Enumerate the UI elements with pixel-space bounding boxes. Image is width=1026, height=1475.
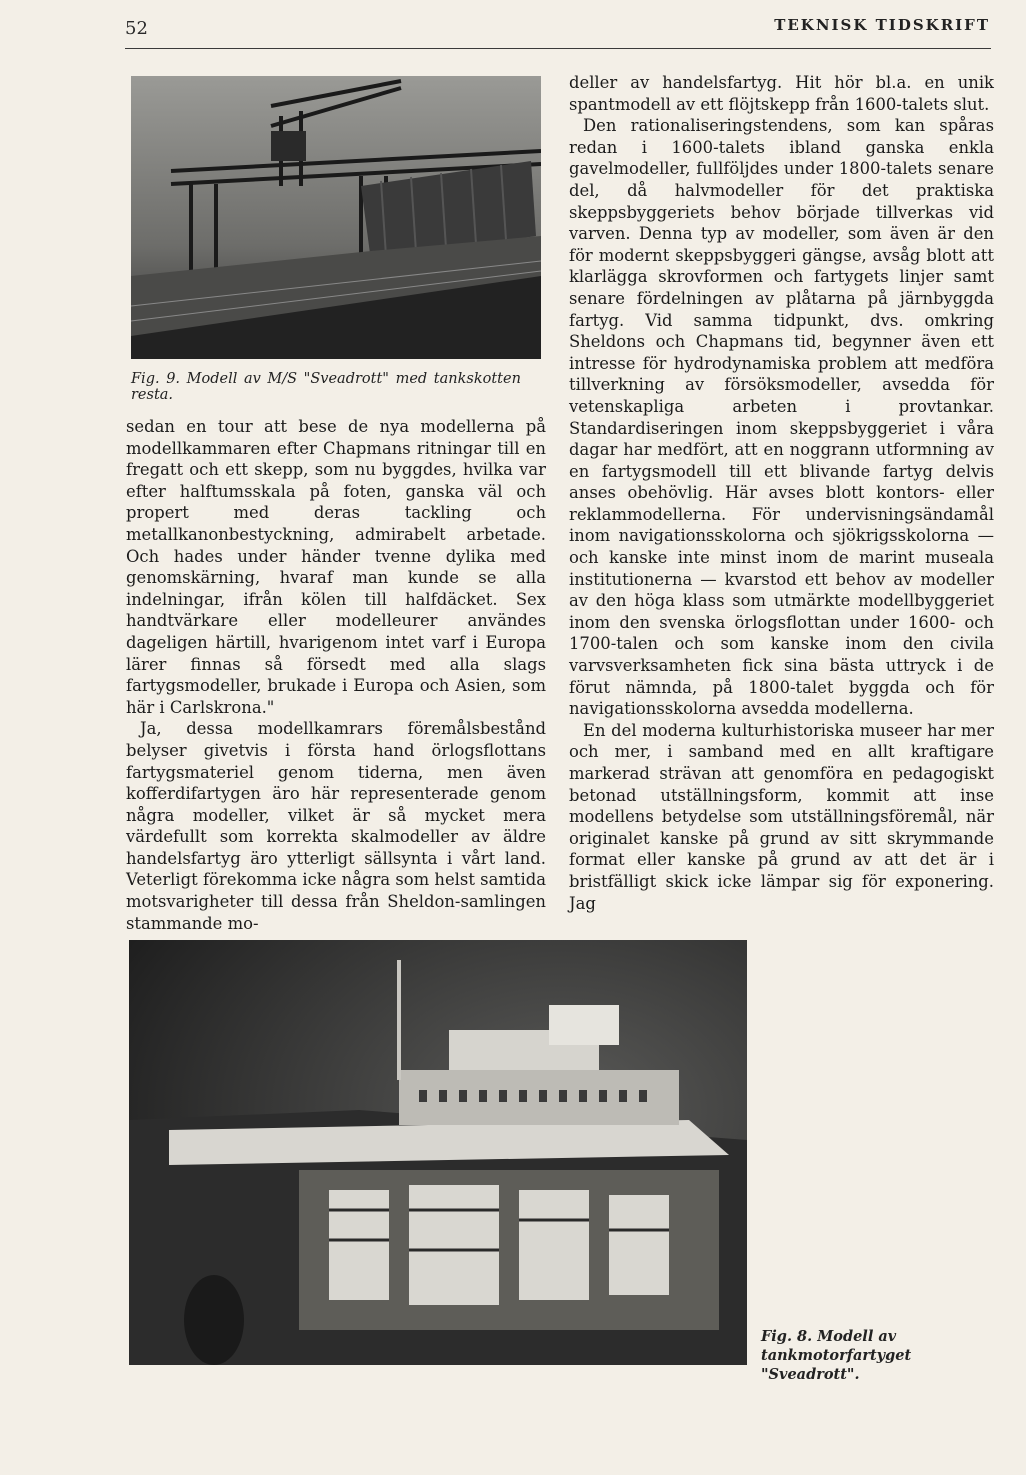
right-paragraph-3: En del moderna kulturhistoriska museer har mer och mer, i samband med en allt kraftigare markerad strävan att genomföra en pedagogiskt betonad utställningsform, kommit att inse modellens betydelse som utställningsföremål, när originalet kanske på grund av sitt skrymmande format eller kanske på grund av att det är i bristfälligt skick icke lämpar sig för exponering. Jag — [569, 720, 994, 913]
figure-8-caption: Fig. 8. Modell av tankmotorfartyget "Sveadrott". — [761, 1328, 912, 1383]
journal-title: TEKNISK TIDSKRIFT — [774, 16, 990, 34]
page-number: 52 — [125, 18, 148, 39]
right-paragraph-2: Den rationaliseringstendens, som kan spåras redan i 1600-talets ibland ganska enkla gavelmodeller, fullföljdes under 1800-talets senare del, då halvmodeller för det praktiska skeppsbyggeriets behov började tillverkas vid varven. Denna typ av modeller, som även är den för modernt skeppsbyggeri gängse, avsåg blott att klarlägga skrovformen och fartygets linjer samt senare fördelningen av plåtarna på järnbyggda fartyg. Vid samma tidpunkt, dvs. omkring Sheldons och Chapmans tid, begynner även ett intresse för hydrodynamiska problem att medföra tillverkning av försöksmodeller, avsedda för vetenskapliga arbeten i provtankar. Standardiseringen inom skeppsbyggeriet i våra dagar har medfört, att en noggrann utformning av en fartygsmodell till ett blivande fartyg delvis anses obehövlig. Här avses blott kontors- eller reklammodellerna. För undervisningsändamål inom navigationsskolorna och sjökrigsskolorna — och kanske inte minst inom de marint museala institutionerna — kvarstod ett behov av modeller av den höga klass som utmärkte modellbyggeriet inom den svenska örlogsflottan under 1600- och 1700-talen och som kanske inom den civila varvsverksamheten fick sina bästa uttryck i de förut nämnda, på 1800-talet byggda och för navigationsskolorna avsedda modellerna. — [569, 116, 994, 719]
left-paragraph-1: sedan en tour att bese de nya modellerna på modellkammaren efter Chapmans ritningar till en fregatt och ett skepp, som nu byggdes, hvilka var efter halftumsskala på foten, ganska väl och propert med deras tackling och metallkanonbestyckning, admirabelt arbetade. Och hades under händer tvenne dylika med genomskärning, hvaraf man kunde se alla indelningar, ifrån kölen till halfdäcket. Sex handtvärkare eller modelleurer användes dageligen härtill, hvarigenom intet varf i Europa lärer finnas så försedt med alla slags fartygsmodeller, brukade i Europa och Asien, som här i Carlskrona." — [126, 417, 546, 717]
right-column — [569, 72, 994, 914]
left-column — [126, 416, 546, 934]
figure-9-caption: Fig. 9. Modell av M/S "Sveadrott" med tankskotten resta. — [131, 371, 521, 403]
figure-8-photo — [129, 940, 747, 1365]
left-paragraph-2: Ja, dessa modellkamrars föremålsbestånd belyser givetvis i första hand örlogsflottans fartygsmateriel genom tiderna, men även kofferdifartygen äro här representerade genom några modeller, vilket är så mycket mera värdefullt som korrekta skalmodeller av äldre handelsfartyg äro ytterligt sällsynta i vårt land. Veterligt förekomma icke några som helst samtida motsvarigheter till dessa från Sheldon-samlingen stammande mo- — [126, 719, 546, 933]
figure-9-photo — [131, 76, 541, 359]
header-rule — [125, 48, 991, 49]
right-paragraph-1: deller av handelsfartyg. Hit hör bl.a. en unik spantmodell av ett flöjtskepp från 1600-talets slut. — [569, 73, 994, 114]
